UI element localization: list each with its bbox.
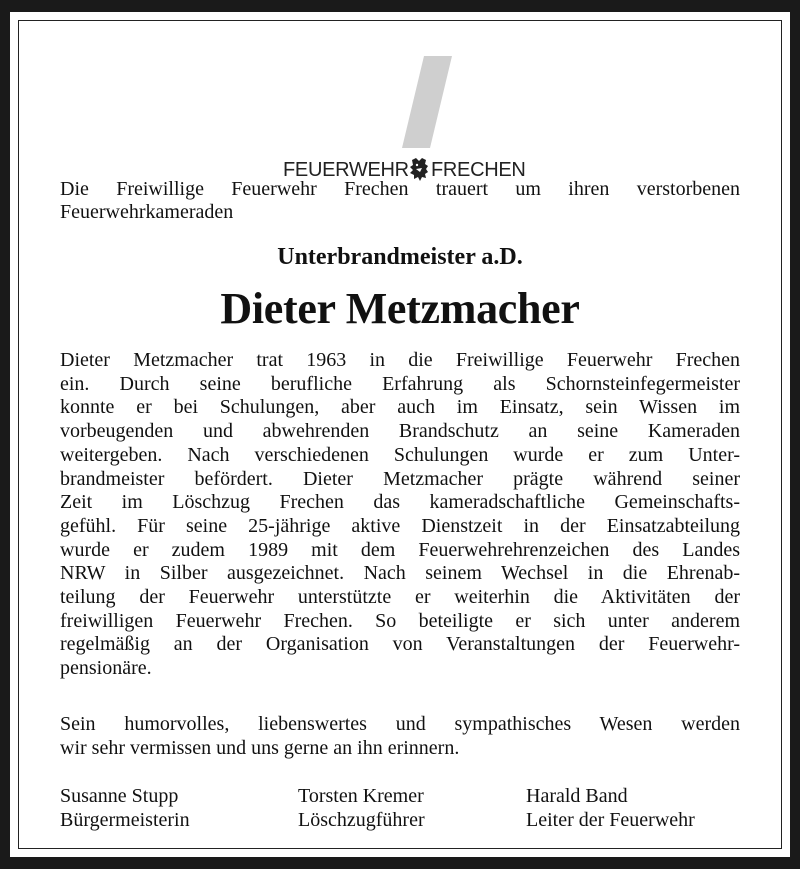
rank-title: Unterbrandmeister a.D.	[277, 244, 523, 270]
biography-line: teilung der Feuerwehr unterstützte er weiterhin die Aktivitäten der	[60, 586, 740, 609]
intro-line: Feuerwehrkameraden	[60, 201, 234, 223]
biography-line: freiwilligen Feuerwehr Frechen. So beteiligte er sich unter anderem	[60, 609, 740, 632]
closing-line: wir sehr vermissen und uns gerne an ihn erinnern.	[60, 736, 460, 759]
biography-line: gefühl. Für seine 25-jährige aktive Dienstzeit in der Einsatzabteilung	[60, 514, 740, 537]
biography-line: weitergeben. Nach verschiedenen Schulungen wurde er zum Unter-	[60, 443, 740, 466]
biography-line: pensionäre.	[60, 657, 152, 680]
biography-line: regelmäßig an der Organisation von Veranstaltungen der Feuerwehr-	[60, 633, 740, 656]
signature-name: Torsten Kremer	[298, 785, 424, 807]
logo-word-frechen: FRECHEN	[431, 159, 526, 181]
logo-word-feuerwehr: FEUERWEHR	[283, 159, 409, 181]
biography-paragraph	[60, 349, 740, 681]
biography-line: wurde er zudem 1989 mit dem Feuerwehrehrenzeichen des Landes	[60, 538, 740, 561]
signature-name: Harald Band	[526, 785, 628, 807]
signature-name: Susanne Stupp	[60, 785, 179, 807]
biography-line: brandmeister befördert. Dieter Metzmacher prägte während seiner	[60, 467, 740, 490]
biography-line: Dieter Metzmacher trat 1963 in die Freiwillige Feuerwehr Frechen	[60, 349, 740, 371]
biography-line: ein. Durch seine berufliche Erfahrung als Schornsteinfegermeister	[60, 372, 740, 395]
signature-mayor	[60, 784, 190, 832]
closing-line: Sein humorvolles, liebenswertes und sympathisches Wesen werden	[60, 713, 740, 735]
signature-role: Leiter der Feuerwehr	[526, 809, 695, 831]
biography-line: Zeit im Löschzug Frechen das kameradschaftliche Gemeinschafts-	[60, 491, 740, 514]
signature-fire-chief	[526, 784, 695, 832]
fire-department-logo	[10, 56, 790, 181]
biography-line: konnte er bei Schulungen, aber auch im Einsatz, sein Wissen im	[60, 396, 740, 419]
intro-paragraph	[60, 178, 740, 224]
obituary-notice	[10, 12, 790, 857]
intro-line: Die Freiwillige Feuerwehr Frechen trauert um ihren verstorbenen	[60, 178, 740, 200]
closing-paragraph	[60, 713, 740, 760]
biography-line: vorbeugenden und abwehrenden Brandschutz an seine Kameraden	[60, 420, 740, 443]
biography-line: NRW in Silber ausgezeichnet. Nach seinem Wechsel in die Ehrenab-	[60, 562, 740, 585]
signature-platoon-leader	[298, 784, 425, 832]
logo-slash-graphic	[402, 56, 452, 148]
signature-role: Bürgermeisterin	[60, 809, 190, 831]
signature-role: Löschzugführer	[298, 809, 425, 831]
deceased-name: Dieter Metzmacher	[220, 284, 580, 333]
